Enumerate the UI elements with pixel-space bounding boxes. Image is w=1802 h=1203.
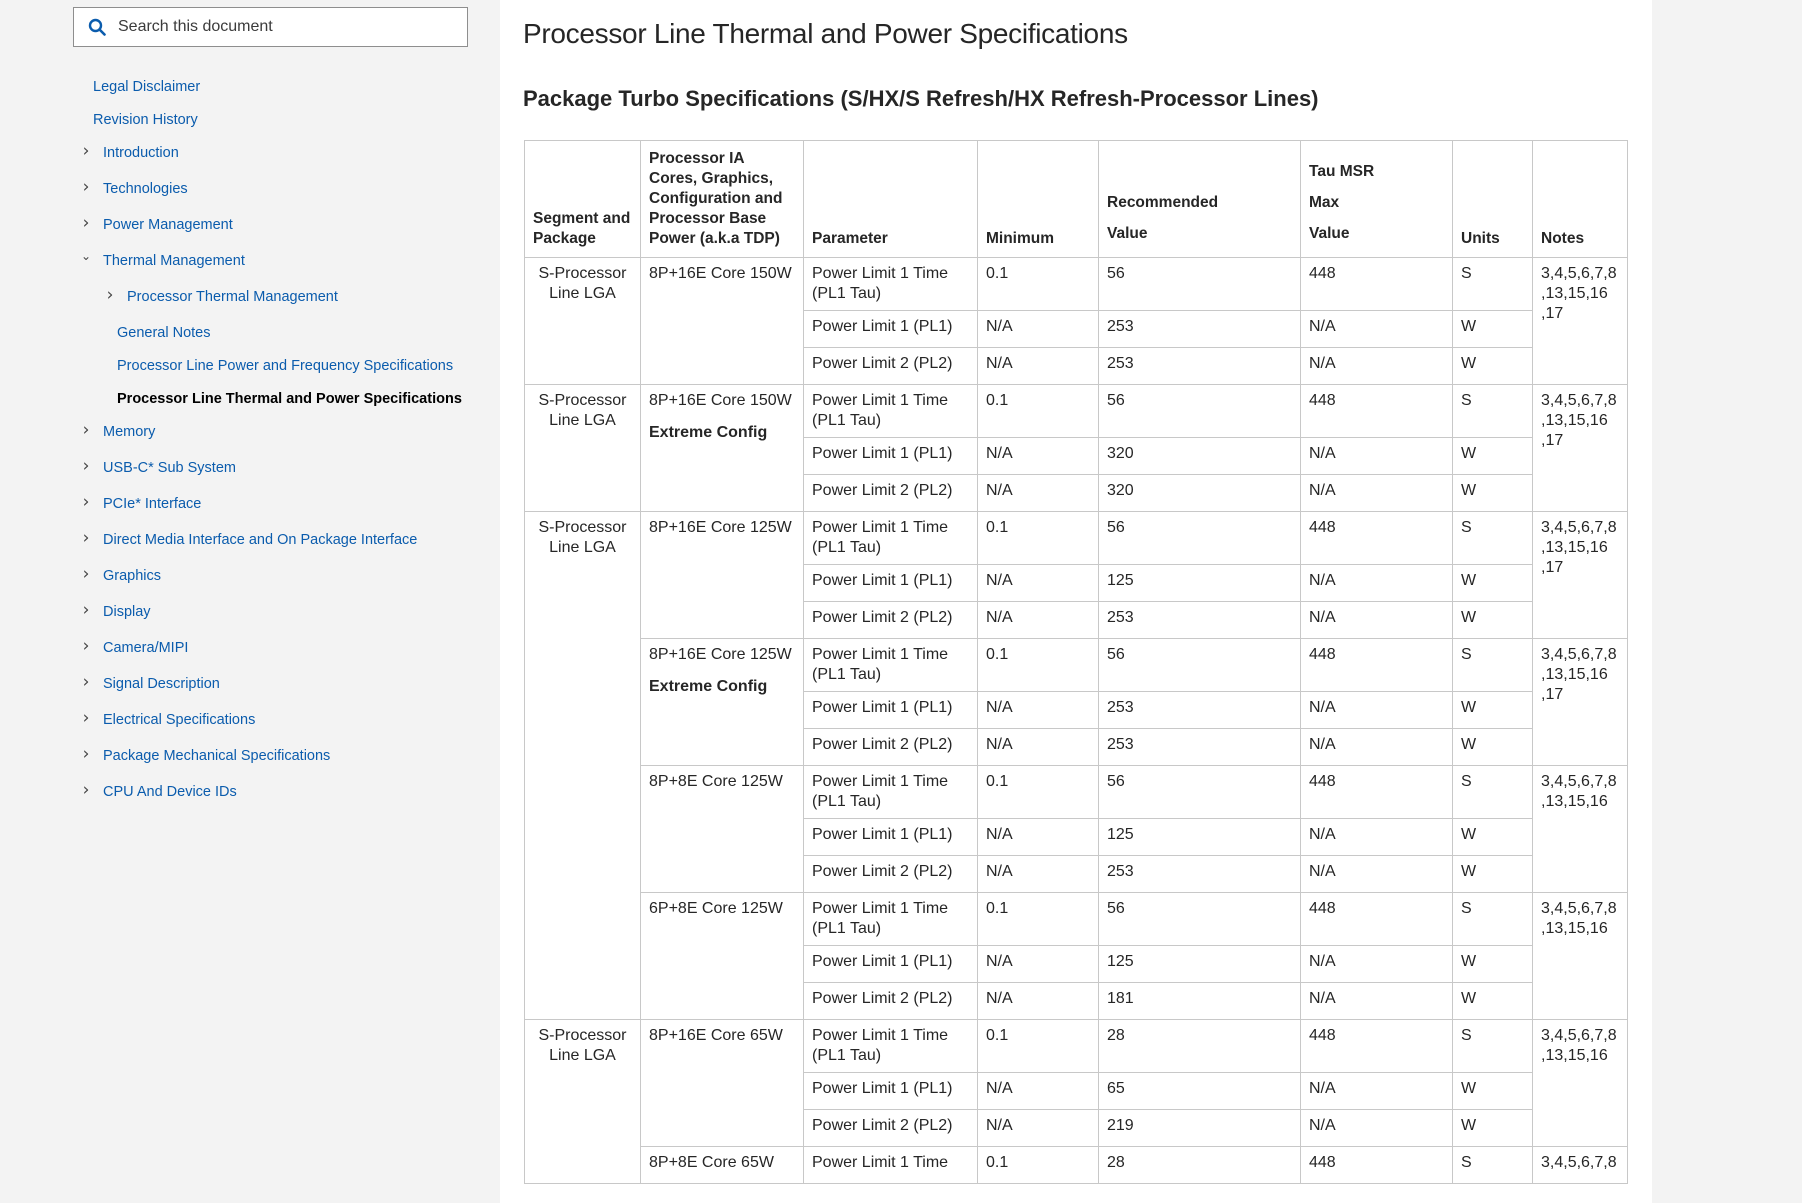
minimum-cell: 0.1 [978,1020,1099,1073]
table-row [525,639,1628,692]
notes-cell: 3,4,5,6,7,8 [1533,1147,1628,1184]
sidebar-item-processor-thermal-management[interactable]: Processor Thermal Management [127,289,338,305]
sidebar [0,0,500,1203]
parameter-cell: Power Limit 1 Time [804,1147,978,1184]
tau-cell: N/A [1301,1073,1453,1110]
recommended-cell: 65 [1099,1073,1301,1110]
minimum-cell: 0.1 [978,512,1099,565]
config-extra-label: Extreme Config [649,678,768,695]
minimum-cell: 0.1 [978,1147,1099,1184]
tau-cell: 448 [1301,766,1453,819]
units-cell: W [1453,692,1533,729]
minimum-cell: N/A [978,438,1099,475]
table-row [525,385,1628,438]
recommended-cell: 28 [1099,1020,1301,1073]
chevron-right-icon[interactable]: › [82,141,90,161]
recommended-cell: 253 [1099,729,1301,766]
sidebar-item-processor-line-power-and-frequency-specifications[interactable]: Processor Line Power and Frequency Specifications [117,358,454,374]
recommended-cell: 56 [1099,258,1301,311]
chevron-right-icon[interactable]: › [82,456,90,476]
parameter-cell: Power Limit 2 (PL2) [804,1110,978,1147]
parameter-cell: Power Limit 1 (PL1) [804,565,978,602]
header-units: Units [1453,141,1533,258]
chevron-right-icon[interactable]: › [82,420,90,440]
header-segment: Segment and Package [525,141,641,258]
parameter-cell: Power Limit 1 Time (PL1 Tau) [804,385,978,438]
sidebar-item-direct-media-interface-and-on-package-interface[interactable]: Direct Media Interface and On Package Interface [103,532,418,548]
sidebar-item-introduction[interactable]: Introduction [103,145,179,161]
units-cell: S [1453,258,1533,311]
config-cell [641,258,804,385]
units-cell: S [1453,385,1533,438]
segment-cell: S-Processor Line LGA [525,512,641,1020]
table-body [525,258,1628,1184]
recommended-cell: 253 [1099,692,1301,729]
units-cell: S [1453,639,1533,692]
units-cell: S [1453,1020,1533,1073]
recommended-cell: 320 [1099,438,1301,475]
units-cell: W [1453,946,1533,983]
tau-cell: N/A [1301,1110,1453,1147]
minimum-cell: N/A [978,983,1099,1020]
chevron-right-icon[interactable]: › [106,285,114,305]
chevron-right-icon[interactable]: › [82,528,90,548]
minimum-cell: N/A [978,311,1099,348]
chevron-right-icon[interactable]: › [82,564,90,584]
config-label: 8P+16E Core 125W [649,646,792,663]
chevron-right-icon[interactable]: › [82,780,90,800]
chevron-right-icon[interactable]: › [82,636,90,656]
notes-cell: 3,4,5,6,7,8 ,13,15,16 ,17 [1533,385,1628,512]
minimum-cell: N/A [978,475,1099,512]
tau-cell: 448 [1301,385,1453,438]
config-label: 8P+16E Core 150W [649,392,792,409]
tau-cell: N/A [1301,475,1453,512]
header-notes: Notes [1533,141,1628,258]
parameter-cell: Power Limit 1 (PL1) [804,311,978,348]
sidebar-item-memory[interactable]: Memory [103,424,156,440]
recommended-cell: 56 [1099,385,1301,438]
units-cell: W [1453,311,1533,348]
units-cell: W [1453,1110,1533,1147]
header-recommended-line1: Recommended [1107,194,1219,211]
table-row [525,766,1628,819]
parameter-cell: Power Limit 1 (PL1) [804,946,978,983]
notes-cell: 3,4,5,6,7,8 ,13,15,16 ,17 [1533,639,1628,766]
recommended-cell: 181 [1099,983,1301,1020]
minimum-cell: N/A [978,856,1099,893]
header-tau [1301,141,1453,258]
minimum-cell: N/A [978,1110,1099,1147]
config-cell [641,1020,804,1147]
search-box[interactable] [73,7,468,47]
recommended-cell: 253 [1099,856,1301,893]
notes-cell: 3,4,5,6,7,8 ,13,15,16 [1533,893,1628,1020]
sidebar-item-package-mechanical-specifications[interactable]: Package Mechanical Specifications [103,748,331,764]
tau-cell: N/A [1301,438,1453,475]
tau-cell: 448 [1301,258,1453,311]
page-title: Processor Line Thermal and Power Specifications [523,18,1128,49]
main-content [500,0,1652,1203]
table-header-row [525,141,1628,258]
recommended-cell: 219 [1099,1110,1301,1147]
parameter-cell: Power Limit 2 (PL2) [804,729,978,766]
minimum-cell: 0.1 [978,258,1099,311]
header-tau-line2: Max [1309,194,1340,211]
minimum-cell: N/A [978,1073,1099,1110]
header-cores: Processor IA Cores, Graphics, Configuration and Processor Base Power (a.k.a TDP) [641,141,804,258]
units-cell: W [1453,1073,1533,1110]
minimum-cell: N/A [978,946,1099,983]
recommended-cell: 253 [1099,602,1301,639]
parameter-cell: Power Limit 1 Time (PL1 Tau) [804,1020,978,1073]
parameter-cell: Power Limit 2 (PL2) [804,348,978,385]
chevron-right-icon[interactable]: › [82,600,90,620]
minimum-cell: 0.1 [978,893,1099,946]
search-input[interactable] [118,18,448,36]
config-cell [641,512,804,639]
sidebar-item-pcie-interface[interactable]: PCIe* Interface [103,496,202,512]
tau-cell: N/A [1301,602,1453,639]
sidebar-item-graphics[interactable]: Graphics [103,568,162,584]
config-label: 8P+8E Core 125W [649,773,783,790]
minimum-cell: N/A [978,729,1099,766]
units-cell: S [1453,512,1533,565]
minimum-cell: N/A [978,348,1099,385]
units-cell: W [1453,565,1533,602]
config-cell [641,766,804,893]
sidebar-item-electrical-specifications[interactable]: Electrical Specifications [103,712,256,728]
sidebar-item-signal-description[interactable]: Signal Description [103,676,220,692]
minimum-cell: 0.1 [978,639,1099,692]
tau-cell: N/A [1301,311,1453,348]
config-extra-label: Extreme Config [649,424,768,441]
units-cell: S [1453,766,1533,819]
search-icon [88,18,106,36]
tau-cell: N/A [1301,729,1453,766]
notes-cell: 3,4,5,6,7,8 ,13,15,16 ,17 [1533,258,1628,385]
units-cell: W [1453,729,1533,766]
parameter-cell: Power Limit 1 Time (PL1 Tau) [804,512,978,565]
units-cell: S [1453,1147,1533,1184]
minimum-cell: N/A [978,819,1099,856]
recommended-cell: 125 [1099,565,1301,602]
parameter-cell: Power Limit 1 (PL1) [804,819,978,856]
parameter-cell: Power Limit 1 (PL1) [804,438,978,475]
tau-cell: 448 [1301,512,1453,565]
recommended-cell: 320 [1099,475,1301,512]
sidebar-item-cpu-and-device-ids[interactable]: CPU And Device IDs [103,784,237,800]
sidebar-item-general-notes[interactable]: General Notes [117,325,211,341]
units-cell: W [1453,983,1533,1020]
chevron-down-icon[interactable]: ⌄ [80,249,92,263]
parameter-cell: Power Limit 2 (PL2) [804,602,978,639]
table-row [525,1020,1628,1073]
tau-cell: 448 [1301,639,1453,692]
tau-cell: 448 [1301,1147,1453,1184]
chevron-right-icon[interactable]: › [82,672,90,692]
config-label: 8P+8E Core 65W [649,1154,774,1171]
sidebar-item-thermal-management[interactable]: Thermal Management [103,253,245,269]
parameter-cell: Power Limit 1 (PL1) [804,692,978,729]
recommended-cell: 56 [1099,766,1301,819]
tau-cell: 448 [1301,1020,1453,1073]
sidebar-item-display[interactable]: Display [103,604,151,620]
sidebar-item-revision-history[interactable]: Revision History [93,112,198,128]
units-cell: W [1453,856,1533,893]
segment-cell: S-Processor Line LGA [525,258,641,385]
chevron-right-icon[interactable]: › [82,213,90,233]
chevron-right-icon[interactable]: › [82,492,90,512]
units-cell: W [1453,475,1533,512]
header-minimum: Minimum [978,141,1099,258]
package-turbo-specifications-table [524,140,1628,1184]
recommended-cell: 56 [1099,893,1301,946]
units-cell: S [1453,893,1533,946]
units-cell: W [1453,348,1533,385]
sidebar-item-technologies[interactable]: Technologies [103,181,188,197]
sidebar-item-legal-disclaimer[interactable]: Legal Disclaimer [93,79,201,95]
header-tau-line3: Value [1309,225,1350,242]
segment-cell: S-Processor Line LGA [525,1020,641,1184]
recommended-cell: 28 [1099,1147,1301,1184]
notes-cell: 3,4,5,6,7,8 ,13,15,16 [1533,766,1628,893]
sidebar-item-power-management[interactable]: Power Management [103,217,233,233]
tau-cell: N/A [1301,565,1453,602]
config-cell [641,385,804,512]
tau-cell: N/A [1301,819,1453,856]
notes-cell: 3,4,5,6,7,8 ,13,15,16 ,17 [1533,512,1628,639]
parameter-cell: Power Limit 1 Time (PL1 Tau) [804,639,978,692]
config-label: 6P+8E Core 125W [649,900,783,917]
tau-cell: N/A [1301,946,1453,983]
minimum-cell: 0.1 [978,766,1099,819]
tau-cell: N/A [1301,348,1453,385]
recommended-cell: 125 [1099,819,1301,856]
recommended-cell: 253 [1099,311,1301,348]
chevron-right-icon[interactable]: › [82,708,90,728]
config-cell [641,893,804,1020]
tau-cell: N/A [1301,692,1453,729]
config-label: 8P+16E Core 150W [649,265,792,282]
minimum-cell: 0.1 [978,385,1099,438]
units-cell: W [1453,602,1533,639]
minimum-cell: N/A [978,602,1099,639]
tau-cell: N/A [1301,983,1453,1020]
header-recommended [1099,141,1301,258]
parameter-cell: Power Limit 1 (PL1) [804,1073,978,1110]
parameter-cell: Power Limit 2 (PL2) [804,856,978,893]
chevron-right-icon[interactable]: › [82,177,90,197]
parameter-cell: Power Limit 1 Time (PL1 Tau) [804,766,978,819]
sidebar-item-camera-mipi[interactable]: Camera/MIPI [103,640,189,656]
chevron-right-icon[interactable]: › [82,744,90,764]
recommended-cell: 56 [1099,639,1301,692]
notes-cell: 3,4,5,6,7,8 ,13,15,16 [1533,1020,1628,1147]
units-cell: W [1453,819,1533,856]
tau-cell: 448 [1301,893,1453,946]
recommended-cell: 125 [1099,946,1301,983]
sidebar-item-processor-line-thermal-and-power-specifications[interactable]: Processor Line Thermal and Power Specifications [117,391,462,407]
recommended-cell: 253 [1099,348,1301,385]
header-recommended-line2: Value [1107,225,1148,242]
units-cell: W [1453,438,1533,475]
table-row [525,893,1628,946]
header-parameter: Parameter [804,141,978,258]
segment-cell: S-Processor Line LGA [525,385,641,512]
minimum-cell: N/A [978,565,1099,602]
section-title: Package Turbo Specifications (S/HX/S Refresh/HX Refresh-Processor Lines) [523,86,1319,111]
table-row [525,258,1628,311]
config-cell [641,1147,804,1184]
recommended-cell: 56 [1099,512,1301,565]
table-row [525,512,1628,565]
parameter-cell: Power Limit 1 Time (PL1 Tau) [804,893,978,946]
parameter-cell: Power Limit 2 (PL2) [804,475,978,512]
tau-cell: N/A [1301,856,1453,893]
config-label: 8P+16E Core 65W [649,1027,783,1044]
parameter-cell: Power Limit 2 (PL2) [804,983,978,1020]
header-tau-line1: Tau MSR [1309,163,1375,180]
table-row [525,1147,1628,1184]
config-label: 8P+16E Core 125W [649,519,792,536]
sidebar-item-usb-c-sub-system[interactable]: USB-C* Sub System [103,460,236,476]
minimum-cell: N/A [978,692,1099,729]
config-cell [641,639,804,766]
parameter-cell: Power Limit 1 Time (PL1 Tau) [804,258,978,311]
